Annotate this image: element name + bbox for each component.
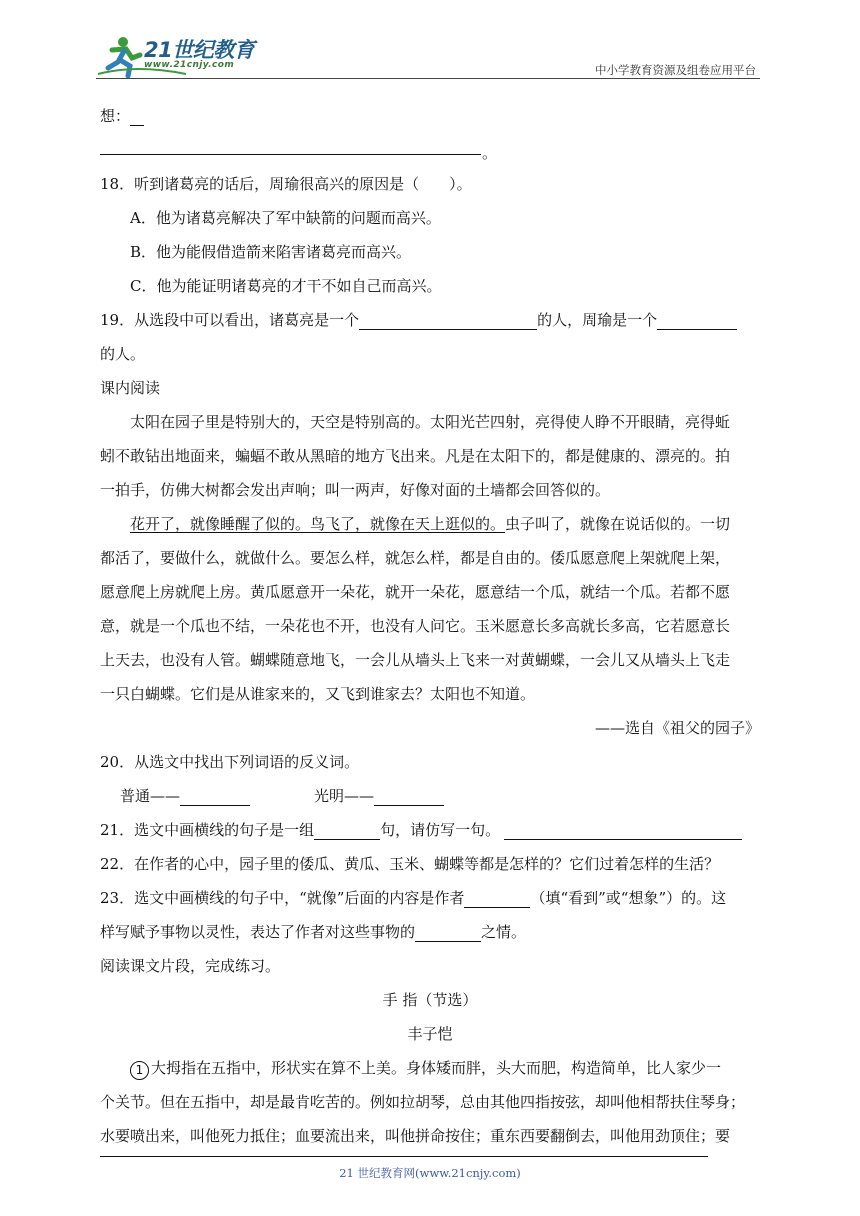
platform-name: 中小学教育资源及组卷应用平台	[595, 63, 756, 77]
q18-option-a: A．他为诸葛亮解决了军中缺箭的问题而高兴。	[130, 209, 441, 227]
blank	[657, 313, 737, 330]
passage-title: 手 指（节选）	[382, 991, 478, 1009]
q21-line: 21．选文中画横线的句子是一组 句，请仿写一句。	[100, 820, 742, 840]
header-divider	[96, 78, 760, 79]
footer-divider	[100, 1156, 708, 1157]
section-title: 课内阅读	[100, 379, 161, 397]
blank	[504, 823, 742, 840]
logo-url: www.21cnjy.com	[144, 60, 235, 70]
paragraph-number: 1	[130, 1061, 149, 1080]
q23-line: 23．选文中画横线的句子中，“就像”后面的内容是作者 （填“看到”或“想象”）的。这	[100, 889, 727, 907]
passage-line: 1 大拇指在五指中，形状实在算不上美。身体矮而胖，头大而肥，构造简单，比人家少一	[130, 1058, 721, 1080]
logo-text: 21世纪教育	[144, 38, 255, 62]
page-header	[96, 30, 760, 80]
passage-line: 意，就是一个瓜也不结，一朵花也不开，也没有人问它。玉米愿意长多高就长多高，它若愿意长	[100, 617, 731, 635]
underlined-sentence: 花开了，就像睡醒了似的。鸟飞了，就像在天上逛似的。	[130, 515, 506, 533]
passage-line: 一拍手，仿佛大树都会发出声响；叫一两声，好像对面的土墙都会回答似的。	[100, 481, 611, 499]
section-intro: 阅读课文片段，完成练习。	[100, 957, 281, 975]
answer-end-mark: 。	[482, 144, 498, 162]
passage-line: 愿意爬上房就爬上房。黄瓜愿意开一朵花，就开一朵花，愿意结一个瓜，就结一个瓜。若都不愿	[100, 583, 731, 601]
passage-line: 上天去，也没有人管。蝴蝶随意地飞，一会儿从墙头上飞来一对黄蝴蝶，一会儿又从墙头上飞走	[100, 651, 731, 669]
blank	[374, 789, 444, 806]
blank	[359, 313, 537, 330]
q19-line-end: 的人。	[100, 345, 146, 363]
passage-source: ——选自《祖父的园子》	[594, 719, 760, 737]
passage-line: 都活了，要做什么，就做什么。要怎么样，就怎么样，都是自由的。倭瓜愿意爬上架就爬上架，	[100, 549, 731, 567]
passage-line: 花开了，就像睡醒了似的。鸟飞了，就像在天上逛似的。虫子叫了，就像在说话似的。一切	[130, 515, 731, 533]
blank	[464, 891, 530, 908]
blank	[415, 925, 481, 942]
blank	[180, 789, 250, 806]
passage-line: 一只白蝴蝶。它们是从谁家来的，又飞到谁家去？太阳也不知道。	[100, 685, 536, 703]
answer-line	[100, 154, 481, 155]
q20-stem: 20．从选文中找出下列词语的反义词。	[100, 753, 360, 771]
q19-line: 19．从选段中可以看出，诸葛亮是一个 的人，周瑜是一个	[100, 310, 737, 330]
footer-text: 21 世纪教育网(www.21cnjy.com)	[339, 1166, 521, 1180]
blank	[314, 823, 380, 840]
q18-option-b: B．他为能假借造箭来陷害诸葛亮而高兴。	[130, 243, 412, 261]
q23-line: 样写赋予事物以灵性，表达了作者对这些事物的 之情。	[100, 923, 527, 941]
passage-author: 丰子恺	[407, 1025, 453, 1043]
passage-line: 个关节。但在五指中，却是最肯吃苦的。例如拉胡琴，总由其他四指按弦，却叫他相帮扶住琴身；	[100, 1093, 746, 1111]
passage-line: 水要喷出来，叫他死力抵住；血要流出来，叫他拼命按住；重东西要翻倒去，叫他用劲顶住；要	[100, 1127, 731, 1145]
passage-line: 蚓不敢钻出地面来，蝙蝠不敢从黑暗的地方飞出来。凡是在太阳下的，都是健康的、漂亮的。拍	[100, 447, 731, 465]
passage-line: 太阳在园子里是特别大的，天空是特别高的。太阳光芒四射，亮得使人睁不开眼睛，亮得蚯	[130, 413, 731, 431]
prev-question-label: 想：	[100, 106, 144, 126]
q18-option-c: C．他为能证明诸葛亮的才干不如自己而高兴。	[130, 277, 442, 295]
q20-words: 普通—— 光明——	[120, 786, 444, 806]
q18-stem: 18．听到诸葛亮的话后，周瑜很高兴的原因是（ ）。	[100, 175, 472, 193]
q22-stem: 22．在作者的心中，园子里的倭瓜、黄瓜、玉米、蝴蝶等都是怎样的？它们过着怎样的生活？	[100, 855, 720, 873]
